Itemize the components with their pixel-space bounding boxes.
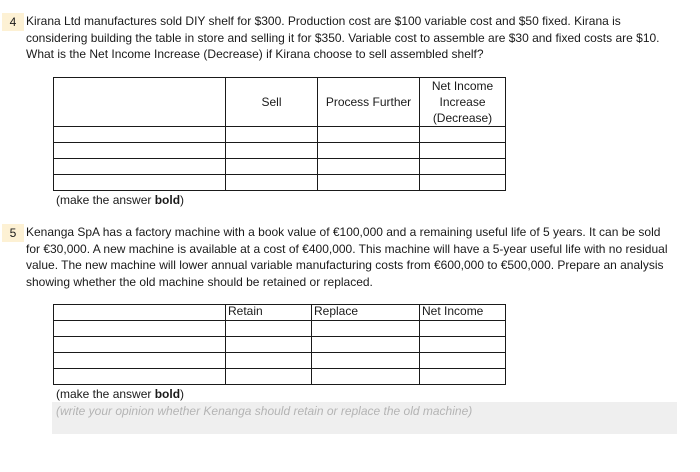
- table-cell[interactable]: [420, 353, 506, 369]
- table-header-replace[interactable]: Replace: [312, 305, 420, 321]
- question-5-instruction: [56, 387, 184, 401]
- table-cell[interactable]: [54, 159, 226, 175]
- table-cell[interactable]: [318, 175, 420, 191]
- table-cell[interactable]: [226, 353, 312, 369]
- table-header-retain[interactable]: Retain: [226, 305, 312, 321]
- opinion-answer-field[interactable]: [52, 402, 677, 434]
- table-cell[interactable]: [226, 337, 312, 353]
- table-cell[interactable]: [420, 369, 506, 385]
- table-cell[interactable]: [226, 321, 312, 337]
- table-cell[interactable]: [54, 353, 226, 369]
- table-cell[interactable]: [54, 321, 226, 337]
- table-cell[interactable]: [420, 337, 506, 353]
- table-row: [54, 143, 506, 159]
- table-cell[interactable]: [54, 175, 226, 191]
- table-header-process-further[interactable]: Process Further: [318, 78, 420, 127]
- table-row: [54, 321, 506, 337]
- table-row: [54, 159, 506, 175]
- table-header-net-income[interactable]: Net Income Increase (Decrease): [420, 78, 506, 127]
- table-cell[interactable]: [312, 337, 420, 353]
- table-header-cell[interactable]: [54, 305, 226, 321]
- table-header-cell[interactable]: [54, 78, 226, 127]
- table-row: [54, 337, 506, 353]
- table-cell[interactable]: [226, 369, 312, 385]
- table-cell[interactable]: [312, 321, 420, 337]
- table-cell[interactable]: [226, 127, 318, 143]
- table-row: [54, 127, 506, 143]
- instruction-bold-word: bold: [154, 193, 181, 207]
- question-4-answer-table: [53, 77, 506, 191]
- table-header-row: [54, 305, 506, 321]
- table-row: [54, 175, 506, 191]
- table-cell[interactable]: [54, 369, 226, 385]
- table-cell[interactable]: [318, 143, 420, 159]
- table-cell[interactable]: [420, 321, 506, 337]
- table-header-row: [54, 78, 506, 127]
- question-4-text: Kirana Ltd manufactures sold DIY shelf for $300. Production cost are $100 variable cost and $50 fixed. Kirana is considering building the table in store and selling it for $350. Variable cost to assemble are $30 and fixed costs are $10. What is the Net Income Increase (Decrease) if Kirana choose to sell assembled shelf?: [26, 14, 660, 61]
- table-cell[interactable]: [318, 127, 420, 143]
- instruction-suffix: ): [180, 193, 185, 207]
- instruction-suffix: ): [180, 387, 185, 401]
- table-cell[interactable]: [420, 127, 506, 143]
- table-header-net-income[interactable]: Net Income: [420, 305, 506, 321]
- instruction-prefix: (make the answer: [56, 387, 155, 401]
- question-5-number: 5: [2, 224, 24, 242]
- table-cell[interactable]: [420, 175, 506, 191]
- table-row: [54, 353, 506, 369]
- table-cell[interactable]: [226, 175, 318, 191]
- table-cell[interactable]: [420, 143, 506, 159]
- table-cell[interactable]: [312, 369, 420, 385]
- table-cell[interactable]: [226, 143, 318, 159]
- table-row: [54, 369, 506, 385]
- table-cell[interactable]: [54, 337, 226, 353]
- instruction-prefix: (make the answer: [56, 193, 155, 207]
- table-cell[interactable]: [54, 127, 226, 143]
- question-4-instruction: [56, 193, 184, 207]
- question-5-answer-table: [53, 304, 506, 385]
- question-5-text: Kenanga SpA has a factory machine with a book value of €100,000 and a remaining useful life of 5 years. It can be sold for €30,000. A new machine is available at a cost of €400,000. This machine will have a 5-year useful life with no residual value. The new machine will lower annual variable manufacturing costs from €600,000 to €500,000. Prepare an analysis showing whether the old machine should be retained or replaced.: [26, 225, 668, 289]
- table-cell[interactable]: [312, 353, 420, 369]
- opinion-placeholder: (write your opinion whether Kenanga should retain or replace the old machine): [56, 404, 473, 418]
- table-cell[interactable]: [54, 143, 226, 159]
- table-cell[interactable]: [226, 159, 318, 175]
- table-header-sell[interactable]: Sell: [226, 78, 318, 127]
- table-cell[interactable]: [318, 159, 420, 175]
- table-cell[interactable]: [420, 159, 506, 175]
- instruction-bold-word: bold: [154, 387, 181, 401]
- question-4-number: 4: [2, 13, 24, 31]
